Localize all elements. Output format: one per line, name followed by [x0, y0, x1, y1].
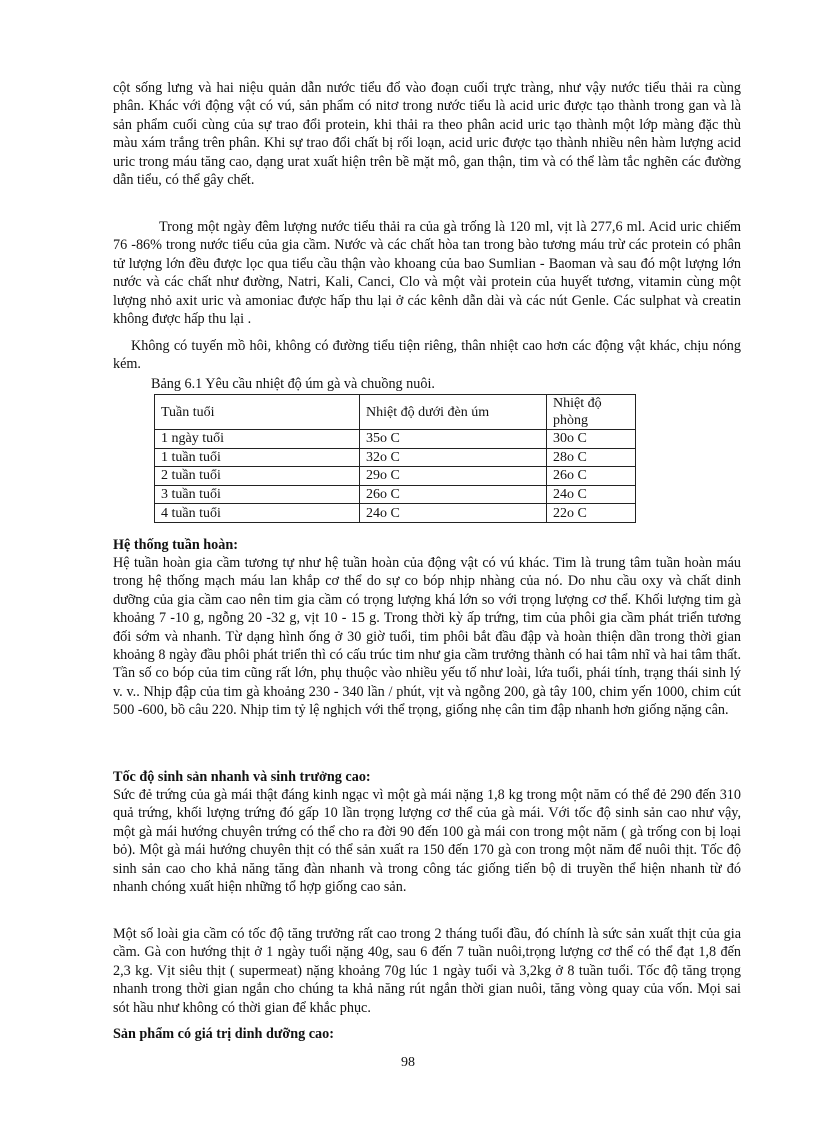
table-cell: 35o C	[360, 430, 547, 449]
column-header-age: Tuần tuổi	[155, 395, 360, 430]
paragraph-circulatory-system: Hệ tuần hoàn gia cầm tương tự như hệ tuần hoàn của động vật có vú khác. Tim là trung tâm tuần hoàn máu trong hệ thống mạch máu lan khắp cơ thể do sự co bóp nhịp nhàng của nó. Do nhu cầu oxy và chất dinh dưỡng của gia cầm cao nên tim gia cầm có trọng lượng khá lớn so với trọng lượng cơ thể. Khối lượng tim gà khoảng 7 -10 g, ngỗng 20 -32 g, vịt 10 - 15 g. Trong thời kỳ ấp trứng, tim của phôi gia cầm phát triển tương đối sớm và nhanh. Từ dạng hình ống ở 30 giờ tuổi, tim phôi bắt đầu đập và hoàn thiện dần trong thời gian khoảng 8 ngày đầu phôi phát triển thì có cấu trúc tim như gia cầm trưởng thành có hai tâm nhĩ và hai tâm thất. Tần số co bóp của tim cũng rất lớn, phụ thuộc vào nhiều yếu tố như loài, lứa tuổi, phái tính, trạng thái sinh lý v. v.. Nhịp đập của tim gà khoảng 230 - 340 lần / phút, vịt và ngỗng 200, gà tây 100, chim yến 1000, chim cút 500 -600, bồ câu 220. Nhịp tim tỷ lệ nghịch với thể trọng, giống nhẹ cân tim đập nhanh hơn giống nặng cân.	[113, 555, 741, 719]
table-cell: 32o C	[360, 448, 547, 467]
table-cell: 26o C	[547, 467, 636, 486]
column-header-lamp-temperature: Nhiệt độ dưới đèn úm	[360, 395, 547, 430]
table-cell: 28o C	[547, 448, 636, 467]
table-header-row	[155, 395, 636, 430]
table-caption: Bảng 6.1 Yêu cầu nhiệt độ úm gà và chuồng nuôi.	[151, 376, 435, 392]
paragraph-growth-rate: Một số loài gia cầm có tốc độ tăng trưởng rất cao trong 2 tháng tuổi đầu, đó chính là sức sản xuất thịt của gia cầm. Gà con hướng thịt ở 1 ngày tuổi nặng 40g, sau 6 đến 7 tuần nuôi,trọng lượng cơ thể có thể đạt 1,8 đến 2,3 kg. Vịt siêu thịt ( supermeat) nặng khoảng 70g lúc 1 ngày tuổi và 3,2kg ở 8 tuần tuổi. Tốc độ tăng trọng nhanh trong thời gian ngắn cho chúng ta khả năng rút ngắn thời gian nuôi, tăng vòng quay của vốn. Mọi sai sót hầu như không có thời gian để khắc phục.	[113, 926, 741, 1016]
table-row	[155, 448, 636, 467]
table-cell: 4 tuần tuổi	[155, 504, 360, 523]
table-cell: 24o C	[547, 485, 636, 504]
table-row	[155, 504, 636, 523]
table-cell: 2 tuần tuổi	[155, 467, 360, 486]
heading-circulatory-system: Hệ thống tuần hoàn:	[113, 537, 238, 553]
table-cell: 1 tuần tuổi	[155, 448, 360, 467]
brooding-temperature-table	[154, 394, 636, 523]
table-cell: 22o C	[547, 504, 636, 523]
table-cell: 29o C	[360, 467, 547, 486]
table-cell: 24o C	[360, 504, 547, 523]
paragraph-egg-production: Sức đẻ trứng của gà mái thật đáng kinh ngạc vì một gà mái nặng 1,8 kg trong một năm có thể đẻ 290 đến 310 quả trứng, khối lượng trứng đó gấp 10 lần trọng lượng cơ thể của gà mái. Với tốc độ sinh sản cao như vậy, một gà mái hướng chuyên trứng có thể cho ra đời 90 đến 100 gà mái con trong một năm ( gà trống con bị loại bỏ). Một gà mái hướng chuyên thịt có thể sản xuất ra 150 đến 170 gà con trong một năm để nuôi thịt. Tốc độ sinh sản cao cho khả năng tăng đàn nhanh và trong công tác giống tiến bộ di truyền thể hiện nhanh từ đó nhanh chóng xuất hiện những tổ hợp giống cao sản.	[113, 787, 741, 896]
heading-reproduction-growth: Tốc độ sinh sản nhanh và sinh trưởng cao:	[113, 769, 371, 785]
paragraph-urine-volume: Trong một ngày đêm lượng nước tiểu thải ra của gà trống là 120 ml, vịt là 277,6 ml. Acid uric chiếm 76 -86% trong nước tiểu của gia cầm. Nước và các chất hòa tan trong bào tương máu trừ các protein có phân tử lượng lớn đều được lọc qua tiểu cầu thận vào khoang của bao Sumlian - Baoman và sau đó một lượng lớn nước và các chất như đường, Natri, Kali, Canci, Clo và một vài protein của huyết tương, vitamin cùng một lượng nhỏ axit uric và amoniac được hấp thu lại ở các kênh dẫn dài và các nút Genle. Các sulphat và creatin không được hấp thu lại .	[113, 219, 741, 328]
table-row	[155, 467, 636, 486]
page-number: 98	[401, 1055, 415, 1070]
table-row	[155, 430, 636, 449]
paragraph-no-sweat-glands: Không có tuyến mồ hôi, không có đường tiểu tiện riêng, thân nhiệt cao hơn các động vật khác, chịu nóng kém.	[113, 338, 741, 373]
table-cell: 1 ngày tuổi	[155, 430, 360, 449]
heading-nutritional-value: Sản phẩm có giá trị dinh dưỡng cao:	[113, 1026, 334, 1042]
table-cell: 3 tuần tuổi	[155, 485, 360, 504]
table-cell: 30o C	[547, 430, 636, 449]
column-header-room-temperature: Nhiệt độ phòng	[547, 395, 636, 430]
table-cell: 26o C	[360, 485, 547, 504]
paragraph-urinary-excretion: cột sống lưng và hai niệu quản dẫn nước tiểu đổ vào đoạn cuối trực tràng, như vậy nước tiểu thải ra cùng phân. Khác với động vật có vú, sản phẩm có nitơ trong nước tiểu là acid uric được tạo thành trong gan và là sản phẩm cuối cùng của sự trao đổi protein, khi thải ra theo phân acid uric tạo thành một lớp màng đặc thù màu xám trắng trên phân. Khi sự trao đổi chất bị rối loạn, acid uric được tạo thành nhiều nên hàm lượng acid uric trong máu tăng cao, dạng urat xuất hiện trên bề mặt mô, gan thận, tim và có thể làm tắc nghẽn các đường dẫn tiểu, có thể gây chết.	[113, 80, 741, 189]
table-row	[155, 485, 636, 504]
